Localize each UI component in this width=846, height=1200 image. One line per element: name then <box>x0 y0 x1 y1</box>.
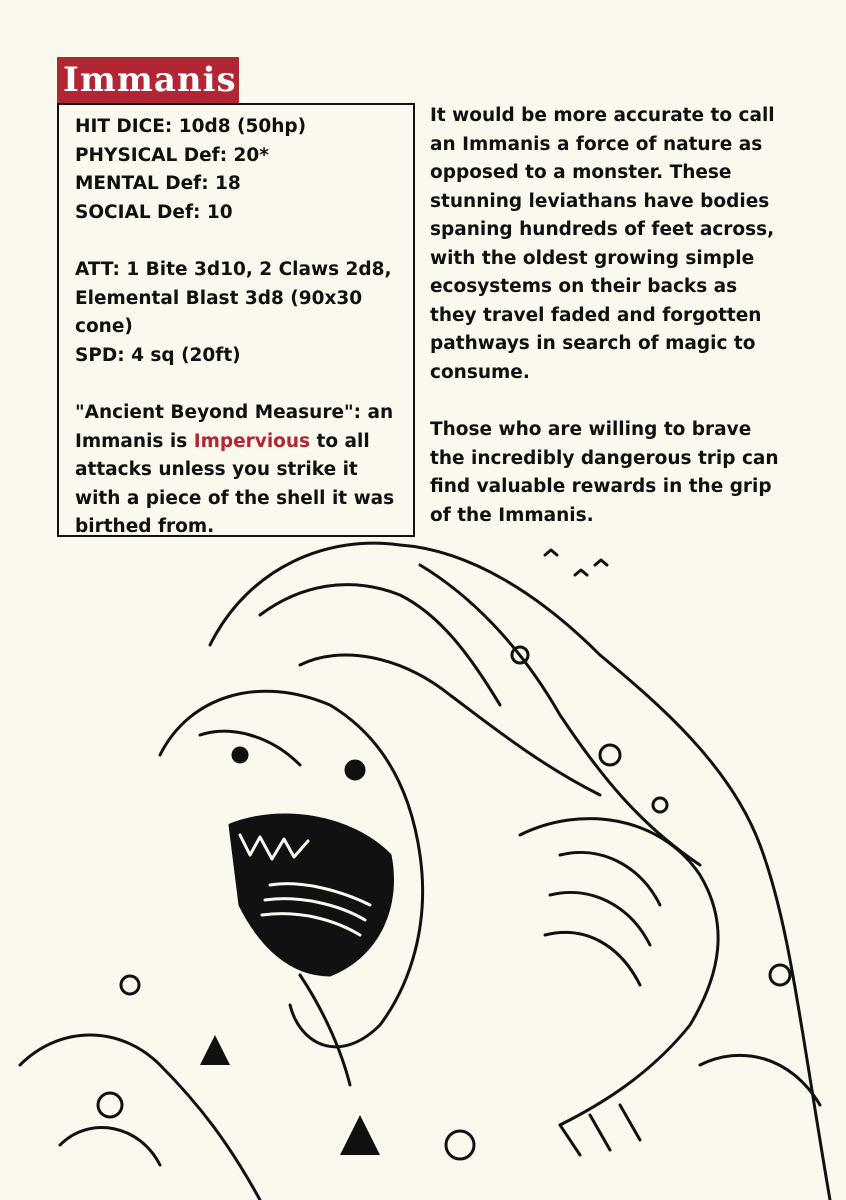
description <box>430 102 830 530</box>
stat-attack-line-1: ATT: 1 Bite 3d10, 2 Claws 2d8, <box>75 259 392 280</box>
ability-line-3: attacks unless you strike it <box>75 459 358 480</box>
page-title: Immanis <box>63 60 237 100</box>
title-banner <box>57 57 239 103</box>
ability-line-4: with a piece of the shell it was <box>75 487 395 509</box>
ability-line-1: "Ancient Beyond Measure": an <box>75 402 394 423</box>
ability-line-2: Immanis is Impervious to all <box>75 430 370 452</box>
impervious-keyword: Impervious <box>193 430 311 452</box>
stat-attack-line-3: cone) <box>75 316 133 337</box>
stat-hit-dice: HIT DICE: 10d8 (50hp) <box>75 116 307 137</box>
stat-attack-line-2: Elemental Blast 3d8 (90x30 <box>75 287 363 309</box>
stat-mental-def: MENTAL Def: 18 <box>75 173 241 194</box>
description-paragraph-1: It would be more accurate to call an Immanis a force of nature as opposed to a monster. These stunning leviathans have bodies spaning hundreds of feet across, with the oldest growing simple ecosystems on their backs as they travel faded and forgotten pathways in search of magic to consume. <box>430 105 775 383</box>
ability-line-5: birthed from. <box>75 516 215 537</box>
description-paragraph-2: Those who are willing to brave the incredibly dangerous trip can find valuable rewards in the grip of the Immanis. <box>430 419 779 526</box>
stat-social-def: SOCIAL Def: 10 <box>75 201 233 223</box>
stat-physical-def: PHYSICAL Def: 20* <box>75 144 269 166</box>
immanis-illustration <box>0 505 846 1200</box>
stat-block <box>57 103 415 537</box>
stat-speed: SPD: 4 sq (20ft) <box>75 344 241 366</box>
